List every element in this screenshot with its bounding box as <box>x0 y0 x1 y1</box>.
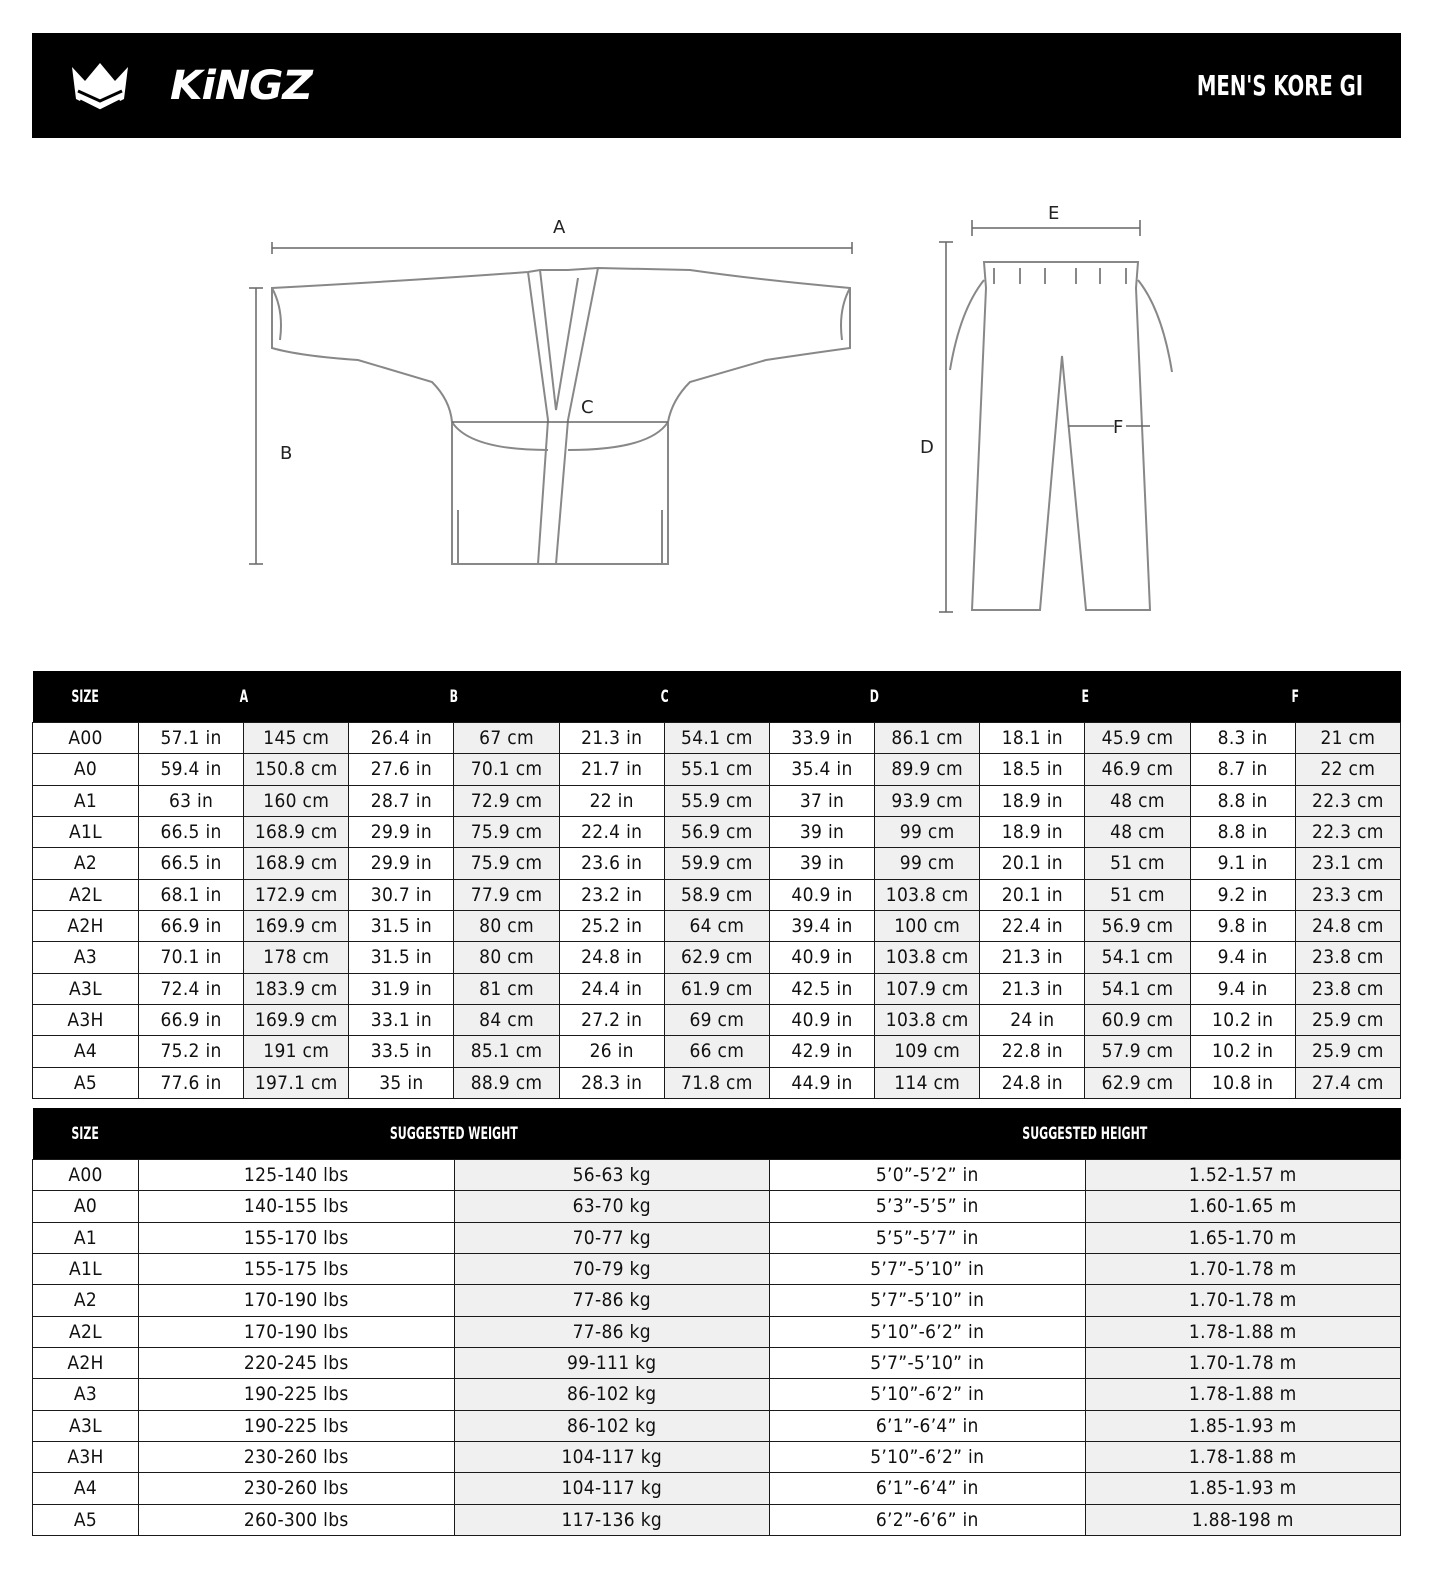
table-row <box>33 1379 1401 1410</box>
value-cell: 29.9 in <box>349 816 454 847</box>
header-d: D <box>769 671 979 723</box>
brand-logo <box>70 59 312 115</box>
header-size: SIZE <box>33 671 139 723</box>
size-cell: A4 <box>33 1036 139 1067</box>
value-cell: 1.85-1.93 m <box>1085 1473 1401 1504</box>
value-cell: 77.6 in <box>139 1067 244 1098</box>
value-cell: 25.9 cm <box>1295 1004 1400 1035</box>
value-cell: 1.65-1.70 m <box>1085 1222 1401 1253</box>
value-cell: 66.5 in <box>139 816 244 847</box>
value-cell: 21.7 in <box>559 754 664 785</box>
value-cell: 75.9 cm <box>454 848 559 879</box>
value-cell: 42.9 in <box>769 1036 874 1067</box>
value-cell: 8.3 in <box>1190 723 1295 754</box>
value-cell: 22.3 cm <box>1295 785 1400 816</box>
value-cell: 31.5 in <box>349 942 454 973</box>
value-cell: 39.4 in <box>769 910 874 941</box>
table-row <box>33 754 1401 785</box>
value-cell: 55.1 cm <box>664 754 769 785</box>
value-cell: 10.2 in <box>1190 1036 1295 1067</box>
value-cell: 28.7 in <box>349 785 454 816</box>
value-cell: 8.8 in <box>1190 785 1295 816</box>
value-cell: 64 cm <box>664 910 769 941</box>
value-cell: 58.9 cm <box>664 879 769 910</box>
table-row <box>33 1410 1401 1441</box>
measurements-header-row <box>33 671 1401 723</box>
size-cell: A1 <box>33 785 139 816</box>
value-cell: 77-86 kg <box>454 1285 770 1316</box>
value-cell: 59.4 in <box>139 754 244 785</box>
value-cell: 63 in <box>139 785 244 816</box>
value-cell: 27.2 in <box>559 1004 664 1035</box>
value-cell: 54.1 cm <box>1085 973 1190 1004</box>
value-cell: 114 cm <box>875 1067 980 1098</box>
value-cell: 39 in <box>769 848 874 879</box>
value-cell: 21.3 in <box>980 942 1085 973</box>
value-cell: 72.4 in <box>139 973 244 1004</box>
value-cell: 86-102 kg <box>454 1410 770 1441</box>
value-cell: 103.8 cm <box>875 942 980 973</box>
value-cell: 66 cm <box>664 1036 769 1067</box>
table-row <box>33 942 1401 973</box>
value-cell: 63-70 kg <box>454 1191 770 1222</box>
value-cell: 51 cm <box>1085 879 1190 910</box>
table-row <box>33 1504 1401 1535</box>
value-cell: 69 cm <box>664 1004 769 1035</box>
value-cell: 68.1 in <box>139 879 244 910</box>
value-cell: 155-175 lbs <box>139 1253 455 1284</box>
value-cell: 100 cm <box>875 910 980 941</box>
value-cell: 172.9 cm <box>244 879 349 910</box>
value-cell: 46.9 cm <box>1085 754 1190 785</box>
value-cell: 21.3 in <box>559 723 664 754</box>
value-cell: 5’10”-6’2” in <box>770 1316 1086 1347</box>
value-cell: 8.8 in <box>1190 816 1295 847</box>
value-cell: 125-140 lbs <box>139 1160 455 1191</box>
value-cell: 9.4 in <box>1190 942 1295 973</box>
table-row <box>33 879 1401 910</box>
size-cell: A3H <box>33 1004 139 1035</box>
value-cell: 33.9 in <box>769 723 874 754</box>
value-cell: 29.9 in <box>349 848 454 879</box>
value-cell: 5’10”-6’2” in <box>770 1441 1086 1472</box>
value-cell: 57.1 in <box>139 723 244 754</box>
table-row <box>33 1347 1401 1378</box>
value-cell: 5’10”-6’2” in <box>770 1379 1086 1410</box>
value-cell: 72.9 cm <box>454 785 559 816</box>
size-cell: A1 <box>33 1222 139 1253</box>
value-cell: 71.8 cm <box>664 1067 769 1098</box>
value-cell: 5’0”-5’2” in <box>770 1160 1086 1191</box>
value-cell: 10.2 in <box>1190 1004 1295 1035</box>
value-cell: 9.2 in <box>1190 879 1295 910</box>
value-cell: 140-155 lbs <box>139 1191 455 1222</box>
header-e: E <box>980 671 1190 723</box>
value-cell: 168.9 cm <box>244 816 349 847</box>
table-row <box>33 1004 1401 1035</box>
value-cell: 54.1 cm <box>1085 942 1190 973</box>
dimension-label-a: A <box>553 217 566 238</box>
table-row <box>33 1222 1401 1253</box>
value-cell: 178 cm <box>244 942 349 973</box>
value-cell: 39 in <box>769 816 874 847</box>
value-cell: 48 cm <box>1085 816 1190 847</box>
value-cell: 109 cm <box>875 1036 980 1067</box>
value-cell: 70.1 cm <box>454 754 559 785</box>
value-cell: 88.9 cm <box>454 1067 559 1098</box>
value-cell: 104-117 kg <box>454 1473 770 1504</box>
value-cell: 190-225 lbs <box>139 1410 455 1441</box>
value-cell: 51 cm <box>1085 848 1190 879</box>
header-suggested-weight: SUGGESTED WEIGHT <box>139 1108 770 1160</box>
value-cell: 99 cm <box>875 848 980 879</box>
value-cell: 183.9 cm <box>244 973 349 1004</box>
header-a: A <box>139 671 349 723</box>
value-cell: 104-117 kg <box>454 1441 770 1472</box>
value-cell: 37 in <box>769 785 874 816</box>
value-cell: 26 in <box>559 1036 664 1067</box>
value-cell: 40.9 in <box>769 942 874 973</box>
dimension-label-d: D <box>920 437 934 458</box>
value-cell: 8.7 in <box>1190 754 1295 785</box>
size-cell: A2 <box>33 848 139 879</box>
size-cell: A2L <box>33 1316 139 1347</box>
value-cell: 24 in <box>980 1004 1085 1035</box>
value-cell: 99 cm <box>875 816 980 847</box>
size-cell: A0 <box>33 754 139 785</box>
table-row <box>33 1285 1401 1316</box>
size-cell: A3 <box>33 942 139 973</box>
value-cell: 23.1 cm <box>1295 848 1400 879</box>
suggestions-header-row <box>33 1108 1401 1160</box>
value-cell: 1.52-1.57 m <box>1085 1160 1401 1191</box>
value-cell: 18.9 in <box>980 785 1085 816</box>
value-cell: 56.9 cm <box>664 816 769 847</box>
dimension-label-b: B <box>280 443 293 464</box>
size-cell: A3L <box>33 1410 139 1441</box>
value-cell: 33.5 in <box>349 1036 454 1067</box>
value-cell: 56.9 cm <box>1085 910 1190 941</box>
value-cell: 25.9 cm <box>1295 1036 1400 1067</box>
value-cell: 33.1 in <box>349 1004 454 1035</box>
table-row <box>33 1160 1401 1191</box>
value-cell: 48 cm <box>1085 785 1190 816</box>
jacket-outline <box>272 268 850 564</box>
size-cell: A2L <box>33 879 139 910</box>
table-row <box>33 1036 1401 1067</box>
header-size: SIZE <box>33 1108 139 1160</box>
value-cell: 10.8 in <box>1190 1067 1295 1098</box>
value-cell: 6’1”-6’4” in <box>770 1473 1086 1504</box>
value-cell: 5’7”-5’10” in <box>770 1285 1086 1316</box>
size-cell: A2H <box>33 910 139 941</box>
size-cell: A3 <box>33 1379 139 1410</box>
table-row <box>33 973 1401 1004</box>
size-cell: A2 <box>33 1285 139 1316</box>
value-cell: 22.3 cm <box>1295 816 1400 847</box>
crown-icon <box>70 61 130 115</box>
value-cell: 117-136 kg <box>454 1504 770 1535</box>
value-cell: 145 cm <box>244 723 349 754</box>
value-cell: 150.8 cm <box>244 754 349 785</box>
value-cell: 66.9 in <box>139 1004 244 1035</box>
value-cell: 18.9 in <box>980 816 1085 847</box>
dimension-label-f: F <box>1113 417 1124 438</box>
value-cell: 66.9 in <box>139 910 244 941</box>
table-row <box>33 910 1401 941</box>
value-cell: 35.4 in <box>769 754 874 785</box>
value-cell: 93.9 cm <box>875 785 980 816</box>
table-row <box>33 1473 1401 1504</box>
value-cell: 40.9 in <box>769 879 874 910</box>
gi-measurement-diagram <box>0 160 1440 630</box>
jacket-dimension-lines <box>249 242 852 564</box>
value-cell: 62.9 cm <box>664 942 769 973</box>
value-cell: 77-86 kg <box>454 1316 770 1347</box>
value-cell: 89.9 cm <box>875 754 980 785</box>
suggested-size-table <box>32 1108 1401 1536</box>
value-cell: 5’7”-5’10” in <box>770 1253 1086 1284</box>
value-cell: 169.9 cm <box>244 910 349 941</box>
value-cell: 21.3 in <box>980 973 1085 1004</box>
value-cell: 1.70-1.78 m <box>1085 1253 1401 1284</box>
value-cell: 77.9 cm <box>454 879 559 910</box>
value-cell: 197.1 cm <box>244 1067 349 1098</box>
size-cell: A3L <box>33 973 139 1004</box>
value-cell: 55.9 cm <box>664 785 769 816</box>
size-cell: A3H <box>33 1441 139 1472</box>
value-cell: 44.9 in <box>769 1067 874 1098</box>
size-cell: A4 <box>33 1473 139 1504</box>
value-cell: 23.6 in <box>559 848 664 879</box>
value-cell: 86.1 cm <box>875 723 980 754</box>
table-row <box>33 1253 1401 1284</box>
value-cell: 42.5 in <box>769 973 874 1004</box>
value-cell: 103.8 cm <box>875 879 980 910</box>
value-cell: 25.2 in <box>559 910 664 941</box>
value-cell: 35 in <box>349 1067 454 1098</box>
value-cell: 230-260 lbs <box>139 1441 455 1472</box>
value-cell: 70.1 in <box>139 942 244 973</box>
value-cell: 22.4 in <box>980 910 1085 941</box>
value-cell: 75.2 in <box>139 1036 244 1067</box>
value-cell: 86-102 kg <box>454 1379 770 1410</box>
value-cell: 85.1 cm <box>454 1036 559 1067</box>
table-row <box>33 1067 1401 1098</box>
value-cell: 9.1 in <box>1190 848 1295 879</box>
value-cell: 20.1 in <box>980 848 1085 879</box>
value-cell: 61.9 cm <box>664 973 769 1004</box>
header-f: F <box>1190 671 1400 723</box>
value-cell: 28.3 in <box>559 1067 664 1098</box>
size-cell: A2H <box>33 1347 139 1378</box>
value-cell: 27.6 in <box>349 754 454 785</box>
value-cell: 103.8 cm <box>875 1004 980 1035</box>
value-cell: 230-260 lbs <box>139 1473 455 1504</box>
value-cell: 190-225 lbs <box>139 1379 455 1410</box>
value-cell: 75.9 cm <box>454 816 559 847</box>
header-c: C <box>559 671 769 723</box>
value-cell: 22 in <box>559 785 664 816</box>
value-cell: 1.70-1.78 m <box>1085 1347 1401 1378</box>
value-cell: 1.78-1.88 m <box>1085 1316 1401 1347</box>
value-cell: 31.9 in <box>349 973 454 1004</box>
size-cell: A5 <box>33 1067 139 1098</box>
value-cell: 24.8 in <box>559 942 664 973</box>
value-cell: 84 cm <box>454 1004 559 1035</box>
size-cell: A00 <box>33 1160 139 1191</box>
brand-wordmark: KiNGZ <box>170 63 312 109</box>
size-cell: A5 <box>33 1504 139 1535</box>
value-cell: 81 cm <box>454 973 559 1004</box>
value-cell: 99-111 kg <box>454 1347 770 1378</box>
value-cell: 70-77 kg <box>454 1222 770 1253</box>
value-cell: 18.1 in <box>980 723 1085 754</box>
size-cell: A1L <box>33 816 139 847</box>
value-cell: 54.1 cm <box>664 723 769 754</box>
value-cell: 155-170 lbs <box>139 1222 455 1253</box>
value-cell: 80 cm <box>454 942 559 973</box>
value-cell: 70-79 kg <box>454 1253 770 1284</box>
value-cell: 169.9 cm <box>244 1004 349 1035</box>
value-cell: 160 cm <box>244 785 349 816</box>
value-cell: 23.8 cm <box>1295 973 1400 1004</box>
value-cell: 23.3 cm <box>1295 879 1400 910</box>
value-cell: 220-245 lbs <box>139 1347 455 1378</box>
value-cell: 45.9 cm <box>1085 723 1190 754</box>
value-cell: 1.60-1.65 m <box>1085 1191 1401 1222</box>
value-cell: 22.4 in <box>559 816 664 847</box>
value-cell: 27.4 cm <box>1295 1067 1400 1098</box>
value-cell: 6’1”-6’4” in <box>770 1410 1086 1441</box>
value-cell: 56-63 kg <box>454 1160 770 1191</box>
value-cell: 30.7 in <box>349 879 454 910</box>
value-cell: 60.9 cm <box>1085 1004 1190 1035</box>
value-cell: 24.4 in <box>559 973 664 1004</box>
value-cell: 170-190 lbs <box>139 1316 455 1347</box>
size-cell: A00 <box>33 723 139 754</box>
value-cell: 1.70-1.78 m <box>1085 1285 1401 1316</box>
value-cell: 5’5”-5’7” in <box>770 1222 1086 1253</box>
value-cell: 18.5 in <box>980 754 1085 785</box>
value-cell: 9.8 in <box>1190 910 1295 941</box>
value-cell: 1.88-198 m <box>1085 1504 1401 1535</box>
size-cell: A0 <box>33 1191 139 1222</box>
table-row <box>33 785 1401 816</box>
pants-outline <box>950 262 1172 610</box>
value-cell: 21 cm <box>1295 723 1400 754</box>
value-cell: 59.9 cm <box>664 848 769 879</box>
value-cell: 22 cm <box>1295 754 1400 785</box>
size-cell: A1L <box>33 1253 139 1284</box>
value-cell: 1.78-1.88 m <box>1085 1379 1401 1410</box>
measurements-table <box>32 671 1401 1099</box>
value-cell: 24.8 in <box>980 1067 1085 1098</box>
table-row <box>33 848 1401 879</box>
product-title: MEN'S KORE GI <box>1196 69 1363 102</box>
value-cell: 62.9 cm <box>1085 1067 1190 1098</box>
value-cell: 6’2”-6’6” in <box>770 1504 1086 1535</box>
value-cell: 9.4 in <box>1190 973 1295 1004</box>
value-cell: 107.9 cm <box>875 973 980 1004</box>
value-cell: 20.1 in <box>980 879 1085 910</box>
table-row <box>33 1441 1401 1472</box>
value-cell: 67 cm <box>454 723 559 754</box>
table-row <box>33 723 1401 754</box>
value-cell: 1.78-1.88 m <box>1085 1441 1401 1472</box>
table-row <box>33 1316 1401 1347</box>
value-cell: 26.4 in <box>349 723 454 754</box>
value-cell: 5’3”-5’5” in <box>770 1191 1086 1222</box>
dimension-label-c: C <box>581 397 594 418</box>
value-cell: 66.5 in <box>139 848 244 879</box>
value-cell: 5’7”-5’10” in <box>770 1347 1086 1378</box>
header-b: B <box>349 671 559 723</box>
value-cell: 31.5 in <box>349 910 454 941</box>
value-cell: 191 cm <box>244 1036 349 1067</box>
dimension-label-e: E <box>1048 203 1060 224</box>
value-cell: 57.9 cm <box>1085 1036 1190 1067</box>
value-cell: 170-190 lbs <box>139 1285 455 1316</box>
value-cell: 40.9 in <box>769 1004 874 1035</box>
value-cell: 24.8 cm <box>1295 910 1400 941</box>
header-bar <box>32 33 1401 138</box>
value-cell: 22.8 in <box>980 1036 1085 1067</box>
value-cell: 23.8 cm <box>1295 942 1400 973</box>
value-cell: 260-300 lbs <box>139 1504 455 1535</box>
table-row <box>33 1191 1401 1222</box>
value-cell: 168.9 cm <box>244 848 349 879</box>
value-cell: 1.85-1.93 m <box>1085 1410 1401 1441</box>
value-cell: 80 cm <box>454 910 559 941</box>
value-cell: 23.2 in <box>559 879 664 910</box>
header-suggested-height: SUGGESTED HEIGHT <box>770 1108 1401 1160</box>
table-row <box>33 816 1401 847</box>
